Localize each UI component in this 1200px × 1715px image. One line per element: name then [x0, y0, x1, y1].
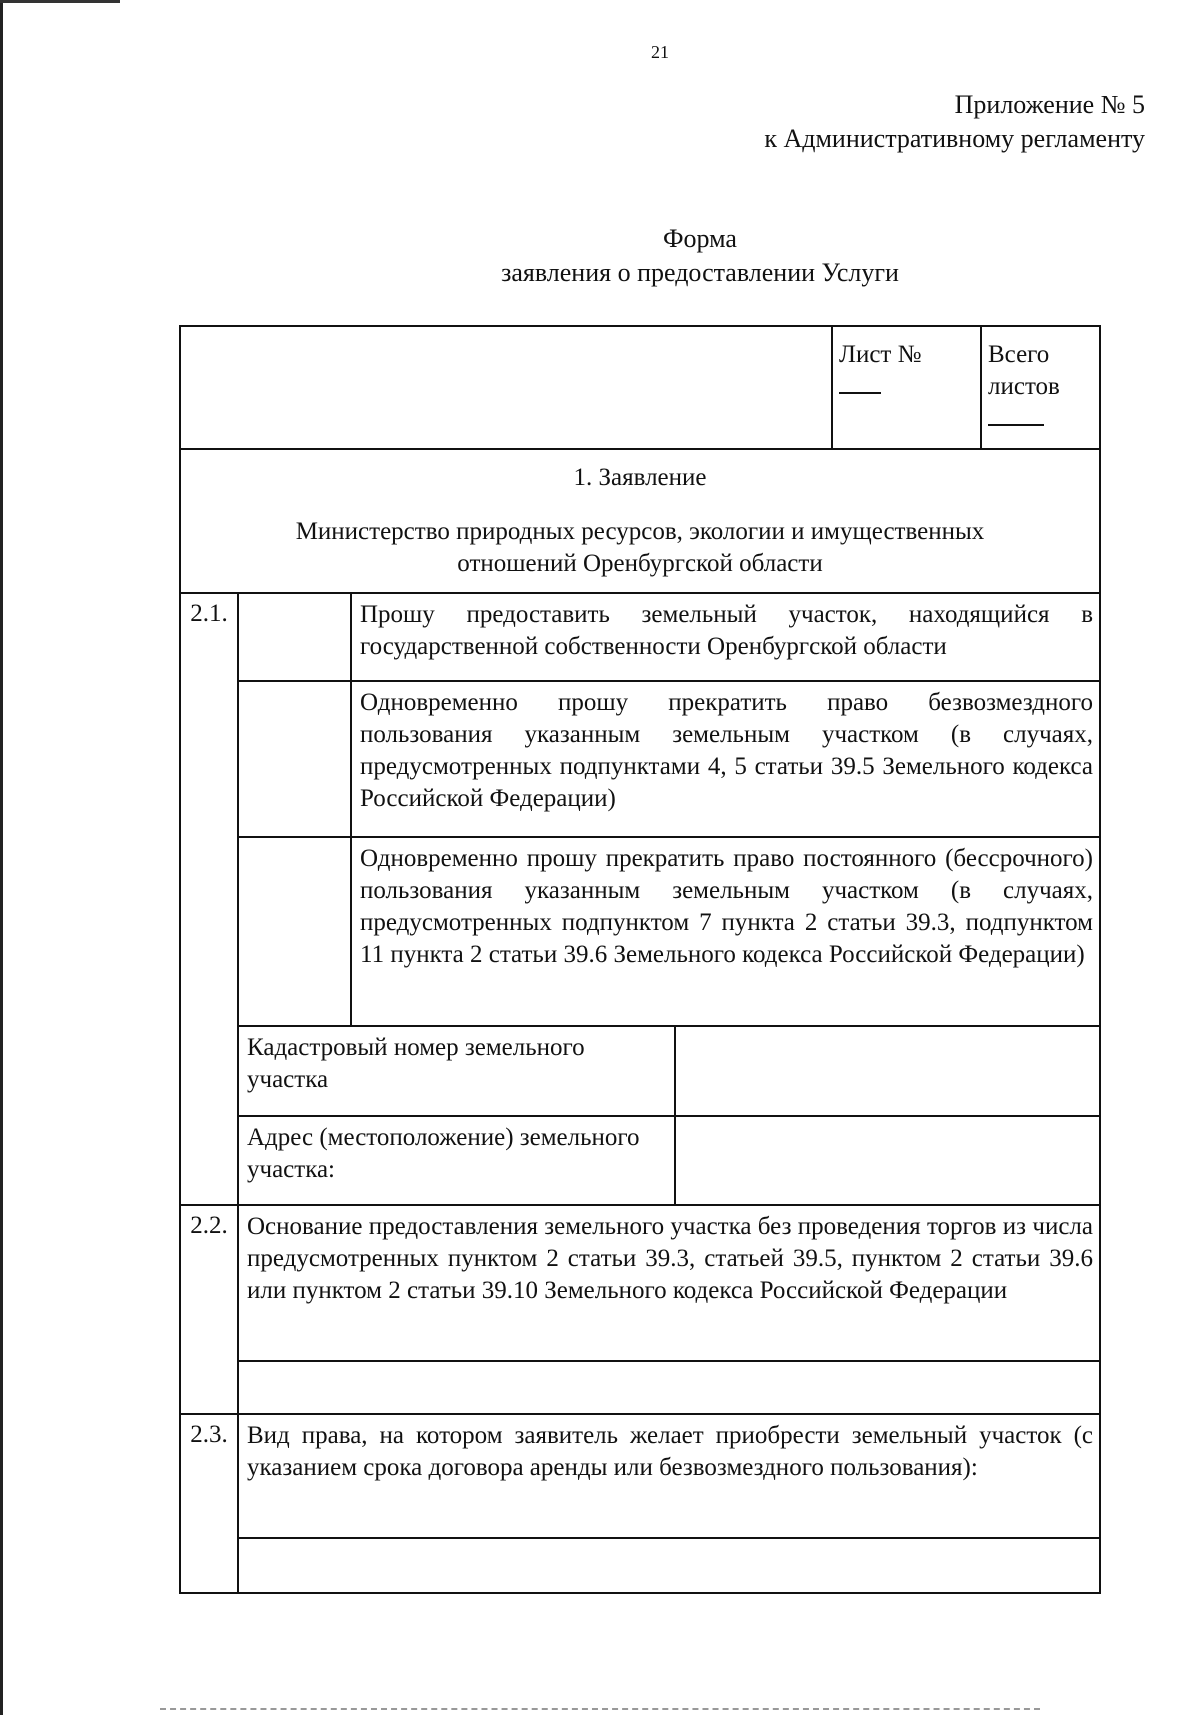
- appendix-line-2: к Административному регламенту: [764, 124, 1145, 153]
- option-1-text: Прошу предоставить земельный участок, находящийся в государственной собственности Оренбургской области: [351, 593, 1100, 681]
- section-2-1-option-2-row: [180, 681, 1100, 837]
- ministry-line-2: отношений Оренбургской области: [457, 550, 823, 577]
- section-2-1-option-1-row: [180, 593, 1100, 681]
- ministry-line-1: Министерство природных ресурсов, экологии и имущественных: [295, 518, 985, 545]
- form-title: [501, 222, 899, 290]
- cadastral-number-label: Кадастровый номер земельного участка: [238, 1026, 675, 1116]
- option-2-checkbox[interactable]: [238, 681, 351, 837]
- total-sheets-blank[interactable]: [988, 403, 1095, 435]
- section-2-3-text-row: [180, 1414, 1100, 1538]
- total-sheets-cell: [981, 326, 1100, 449]
- total-sheets-label-1: Всего: [988, 341, 1050, 368]
- section-2-3-answer-field[interactable]: [238, 1538, 1100, 1593]
- scan-edge-bottom: [160, 1708, 1040, 1712]
- option-1-checkbox[interactable]: [238, 593, 351, 681]
- form-title-line-1: Форма: [663, 224, 737, 253]
- application-form-table: [179, 325, 1101, 1594]
- scan-edge-left: [0, 0, 3, 1715]
- address-field[interactable]: [675, 1116, 1100, 1205]
- option-3-text: Одновременно прошу прекратить право постоянного (бессрочного) пользования указанным земельным участком (в случаях, предусмотренных подпунктом 7 пункта 2 статьи 39.3, подпунктом 11 пункта 2 статьи 39.6 Земельного кодекса Российской Федерации): [351, 837, 1100, 1026]
- option-2-text: Одновременно прошу прекратить право безвозмездного пользования указанным земельным участком (в случаях, предусмотренных подпунктами 4, 5 статьи 39.5 Земельного кодекса Российской Федерации): [351, 681, 1100, 837]
- total-sheets-label-2: листов: [988, 373, 1060, 400]
- section-2-2-number: 2.2.: [180, 1205, 238, 1414]
- section-1-row: [180, 449, 1100, 593]
- header-row: [180, 326, 1100, 449]
- option-3-checkbox[interactable]: [238, 837, 351, 1026]
- section-1-title: 1. Заявление: [573, 464, 707, 491]
- page-number: 21: [651, 42, 669, 62]
- section-2-3-number: 2.3.: [180, 1414, 238, 1593]
- cadastral-number-row: [180, 1026, 1100, 1116]
- scan-edge-top: [0, 0, 120, 3]
- address-label: Адрес (местоположение) земельного участка:: [238, 1116, 675, 1205]
- appendix-line-1: Приложение № 5: [954, 90, 1145, 119]
- section-1-cell: [180, 449, 1100, 593]
- sheet-number-label: Лист №: [839, 341, 922, 368]
- section-2-1-number: 2.1.: [180, 593, 238, 1205]
- section-2-2-answer-field[interactable]: [238, 1361, 1100, 1414]
- section-2-2-text: Основание предоставления земельного участка без проведения торгов из числа предусмотренных пунктом 2 статьи 39.3, статьей 39.5, пунктом 2 статьи 39.6 или пунктом 2 статьи 39.10 Земельного кодекса Российской Федерации: [238, 1205, 1100, 1361]
- address-row: [180, 1116, 1100, 1205]
- header-blank-cell: [180, 326, 832, 449]
- sheet-number-blank[interactable]: [839, 371, 976, 403]
- section-2-3-answer-row: [180, 1538, 1100, 1593]
- section-2-1-option-3-row: [180, 837, 1100, 1026]
- section-2-3-text: Вид права, на котором заявитель желает приобрести земельный участок (с указанием срока договора аренды или безвозмездного пользования):: [238, 1414, 1100, 1538]
- section-2-2-answer-row: [180, 1361, 1100, 1414]
- appendix-heading: [764, 88, 1145, 156]
- form-title-line-2: заявления о предоставлении Услуги: [501, 258, 899, 287]
- sheet-number-cell: [832, 326, 981, 449]
- cadastral-number-field[interactable]: [675, 1026, 1100, 1116]
- section-2-2-text-row: [180, 1205, 1100, 1361]
